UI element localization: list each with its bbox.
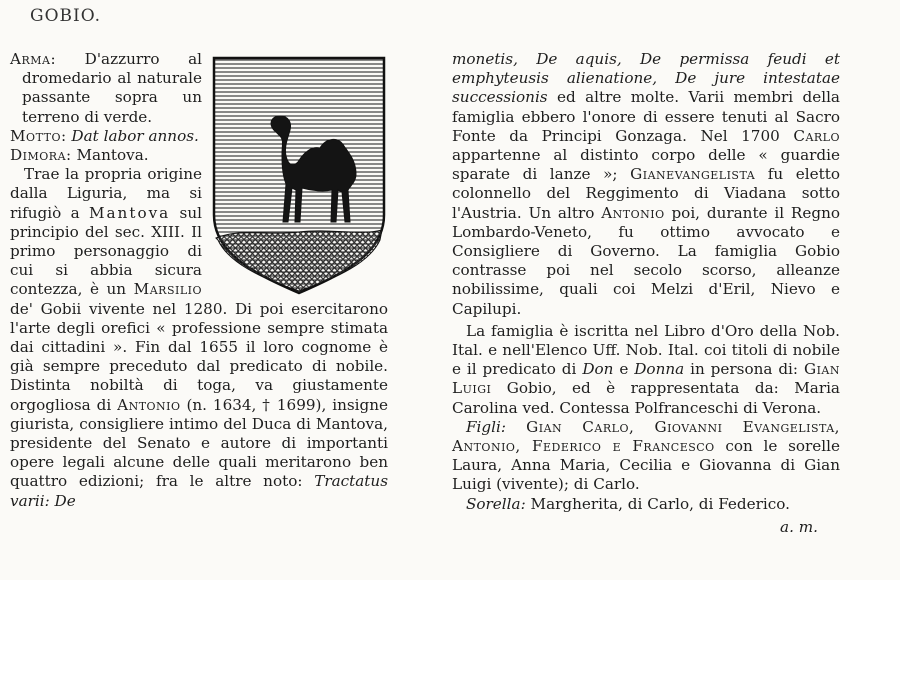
text-run: Trae la propria origine dalla Liguria, ma si rifugiò a — [10, 165, 202, 222]
place-mantova: Mantova — [88, 203, 171, 222]
title-donna: Donna — [634, 360, 685, 379]
text-run: in persona di: — [684, 360, 804, 379]
sorella-text: Margherita, di Carlo, di Federico. — [525, 494, 790, 513]
sorella-label: Sorella: — [466, 494, 526, 513]
history-paragraph-cont — [452, 50, 840, 319]
name-gianevangelista: Gianevangelista — [630, 165, 756, 184]
name-antonio-2: Antonio — [601, 203, 665, 222]
coat-of-arms-icon — [210, 50, 388, 295]
name-marsilio: Marsilio — [133, 280, 202, 299]
text-run: appartenne al distinto corpo delle « guardie sparate di lanze »; — [452, 146, 840, 184]
dimora-text: Mantova. — [76, 146, 149, 165]
arma-text: D'azzurro al dromedario al naturale passante sopra un terreno di verde. — [22, 50, 202, 126]
text-run: Gobio, ed è rappresentata da: Maria Carolina ved. Contessa Polfranceschi di Verona. — [452, 379, 840, 417]
figli-names: Gian Carlo, Giovanni Evangelista, Antonio, Federico e Francesco — [452, 417, 840, 456]
name-antonio: Antonio — [117, 395, 181, 414]
left-column — [10, 50, 388, 511]
text-run: de' Gobii vivente nel 1280. Di poi esercitarono l'arte degli orefici « professione sempre stimata dai cittadini ». Fin dal 1655 il loro cognome è già sempre preceduto dal predicato di nobile. Distinta nobiltà di toga, va giustamente orgogliosa di — [10, 299, 388, 414]
text-run: (n. 1634, † 1699), insigne giurista, consigliere intimo del Duca di Mantova, presidente del Senato e autore di importanti opere legali alcune delle quali meritarono ben quattro edizioni; fra le altre noto: — [10, 395, 388, 491]
figli-label: Figli: — [466, 417, 506, 436]
works-title-end: monetis, De aquis, De permissa feudi et emphyteusis alienatione, De jure intestatae successionis — [452, 50, 840, 107]
page-title: GOBIO. — [30, 6, 102, 26]
figli-paragraph — [452, 418, 840, 495]
title-don: Don — [582, 360, 614, 379]
sorella-paragraph — [452, 495, 840, 514]
motto-label: Motto: — [10, 126, 67, 145]
right-column — [452, 50, 840, 537]
text-run: con le sorelle Laura, Anna Maria, Cecilia e Giovanna di Gian Luigi (vivente); di Carlo. — [452, 437, 840, 494]
motto-text: Dat labor annos. — [71, 126, 199, 145]
text-run: sul principio del sec. XIII. Il primo personaggio di cui si abbia sicura contezza, è un — [10, 203, 202, 299]
text-run: ed altre molte. Varii membri della famiglia ebbero l'onore di essere tenuti al Sacro Fonte da Principi Gonzaga. Nel 1700 — [452, 88, 840, 145]
registry-paragraph — [452, 322, 840, 418]
text-run: fu eletto colonnello del Reggimento di Viadana sotto l'Austria. Un altro — [452, 165, 840, 222]
text-run: poi, durante il Regno Lombardo-Veneto, fu ottimo avvocato e Consigliere di Governo. La famiglia Gobio contrasse poi nel secolo scorso, alleanze nobilissime, quali coi Melzi d'Eril, Nievo e Capilupi. — [452, 203, 840, 318]
name-gian-luigi: Gian Luigi — [452, 360, 840, 398]
dimora-label: Dimora: — [10, 146, 72, 165]
author-signature: a. m. — [780, 517, 818, 536]
text-run: e — [613, 360, 635, 379]
text-run: La famiglia è iscritta nel Libro d'Oro della Nob. Ital. e nell'Elenco Uff. Nob. Ital. coi titoli di nobile e il predicato di — [452, 321, 840, 379]
works-title-start: Tractatus varii: De — [10, 472, 388, 510]
arma-label: Arma: — [10, 50, 57, 68]
name-carlo: Carlo — [793, 126, 840, 145]
